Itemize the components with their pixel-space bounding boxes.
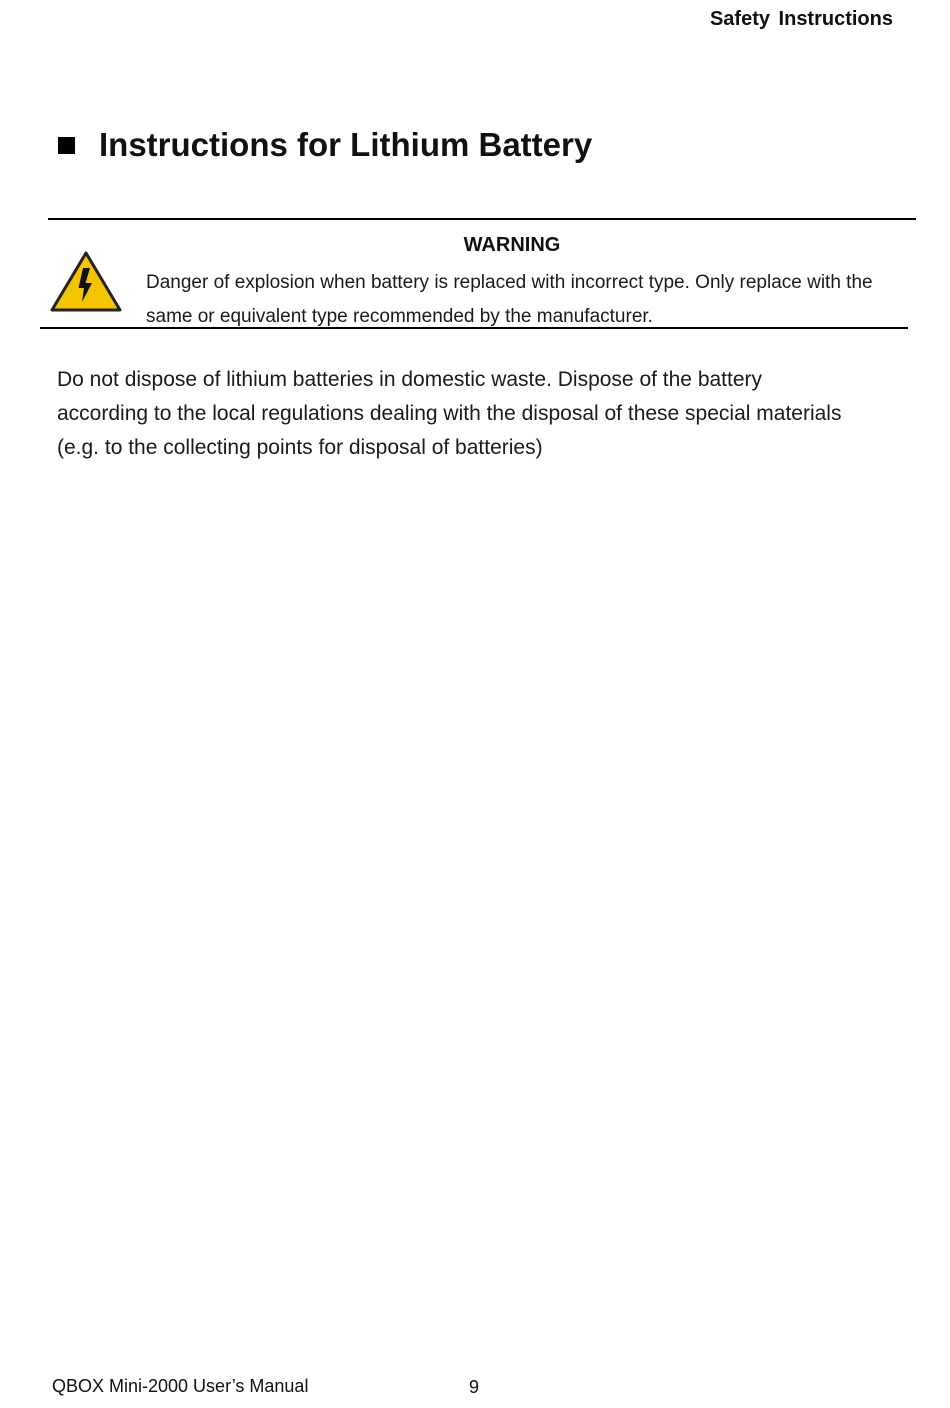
footer-manual-title: QBOX Mini-2000 User’s Manual xyxy=(52,1376,309,1396)
disposal-paragraph: Do not dispose of lithium batteries in domestic waste. Dispose of the battery according to the local regulations dealing with the disposal of these special materials (e.g. to the collecting points for disposal of batteries) xyxy=(57,368,842,459)
section-title: Instructions for Lithium Battery xyxy=(99,126,593,163)
square-bullet-icon xyxy=(58,137,75,154)
warning-top-rule xyxy=(48,218,916,220)
warning-text: Danger of explosion when battery is replaced with incorrect type. Only replace with the same or equivalent type recommended by the manufacturer. xyxy=(146,272,873,327)
page-number: 9 xyxy=(469,1377,480,1397)
section-heading xyxy=(58,126,592,164)
high-voltage-warning-icon xyxy=(50,250,122,313)
warning-title: WARNING xyxy=(463,234,561,256)
running-header: Safety Instructions xyxy=(709,8,893,30)
warning-bottom-rule xyxy=(40,327,908,329)
